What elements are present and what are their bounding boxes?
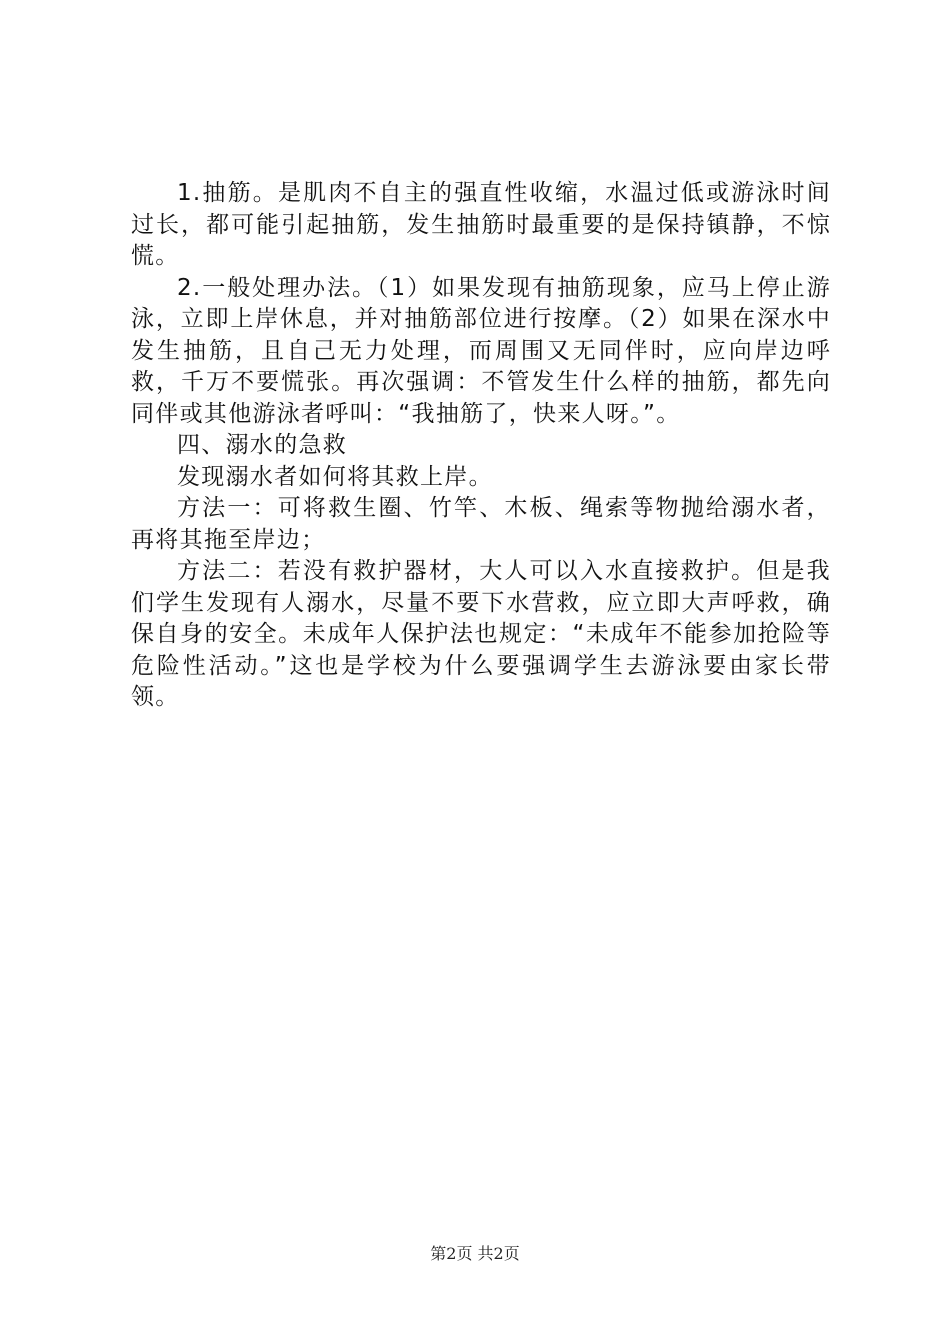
paragraph-method-one: 方法一：可将救生圈、竹竿、木板、绳索等物抛给溺水者，再将其拖至岸边；: [131, 495, 831, 553]
page-footer: [0, 1244, 950, 1264]
paragraph-cramp-definition: 1.抽筋。是肌肉不自主的强直性收缩，水温过低或游泳时间过长，都可能引起抽筋，发生抽筋时最重要的是保持镇静，不惊慌。: [131, 180, 831, 269]
page-number-label: 第2页 共2页: [430, 1244, 520, 1263]
section-heading-drowning-first-aid: 四、溺水的急救: [177, 432, 348, 458]
document-body: [131, 178, 831, 714]
paragraph-cramp-handling: 2.一般处理办法。（1）如果发现有抽筋现象，应马上停止游泳，立即上岸休息，并对抽筋部位进行按摩。（2）如果在深水中发生抽筋，且自己无力处理，而周围又无同伴时，应向岸边呼救，千万不要慌张。再次强调：不管发生什么样的抽筋，都先向同伴或其他游泳者呼叫：“我抽筋了，快来人呀。”。: [131, 274, 831, 427]
paragraph-method-two: 方法二：若没有救护器材，大人可以入水直接救护。但是我们学生发现有人溺水，尽量不要下水营救，应立即大声呼救，确保自身的安全。未成年人保护法也规定：“未成年不能参加抢险等危险性活动。”这也是学校为什么要强调学生去游泳要由家长带领。: [131, 558, 831, 710]
paragraph-rescue-intro: 发现溺水者如何将其救上岸。: [177, 463, 493, 490]
